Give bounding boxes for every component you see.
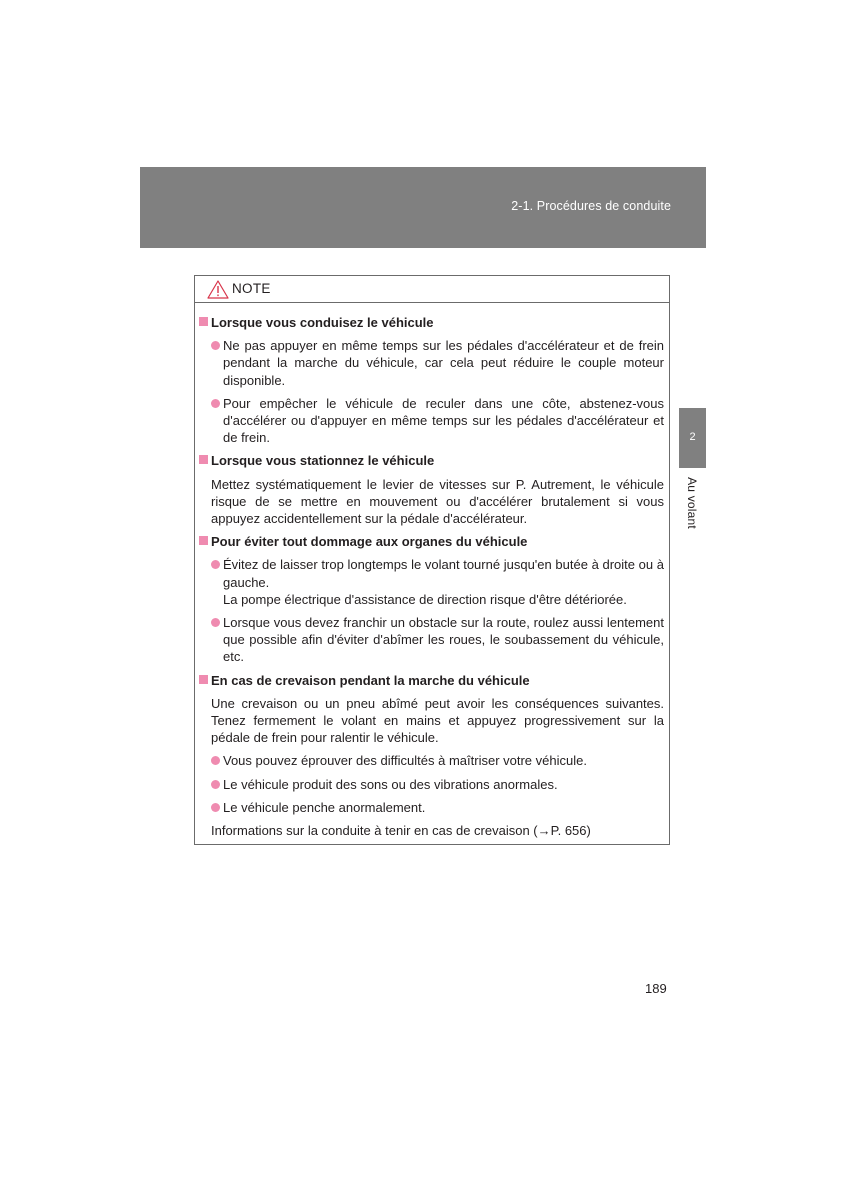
note-title: NOTE xyxy=(232,281,271,296)
paragraph: Une crevaison ou un pneu abîmé peut avoir les conséquences suivantes. Tenez fermement le volant en mains et appuyez progressivement sur la pédale de frein pour ralentir le véhicule. xyxy=(211,695,664,746)
list-item-text: Le véhicule produit des sons ou des vibrations anormales. xyxy=(223,776,558,792)
page-reference: Informations sur la conduite à tenir en cas de crevaison (→P. 656) xyxy=(211,823,591,839)
chapter-number: 2 xyxy=(689,431,696,443)
warning-triangle-icon xyxy=(207,280,229,299)
dot-bullet-icon xyxy=(211,756,220,765)
list-item xyxy=(211,337,664,389)
list-item-text: Lorsque vous devez franchir un obstacle sur la route, roulez aussi lentement que possible afin d'éviter d'abîmer les roues, le soubassement du véhicule, etc. xyxy=(223,615,664,665)
list-item-text: Évitez de laisser trop longtemps le volant tourné jusqu'en butée à droite ou à gauche. xyxy=(223,557,664,590)
dot-bullet-icon xyxy=(211,341,220,350)
chapter-tab xyxy=(679,408,706,468)
section-heading-text: Pour éviter tout dommage aux organes du véhicule xyxy=(211,534,528,550)
note-box xyxy=(194,275,670,845)
section-heading-text: Lorsque vous conduisez le véhicule xyxy=(211,315,434,330)
dot-bullet-icon xyxy=(211,618,220,627)
square-bullet-icon xyxy=(199,317,208,326)
square-bullet-icon xyxy=(199,675,208,684)
page-number: 189 xyxy=(645,981,667,996)
dot-bullet-icon xyxy=(211,560,220,569)
chapter-label: Au volant xyxy=(685,477,699,529)
dot-bullet-icon xyxy=(211,780,220,789)
list-item-extra: La pompe électrique d'assistance de direction risque d'être détériorée. xyxy=(223,591,627,607)
list-item-text: Le véhicule penche anormalement. xyxy=(223,799,426,815)
paragraph: Mettez systématiquement le levier de vitesses sur P. Autrement, le véhicule risque de se mettre en mouvement ou d'accélérer brutalement si vous appuyez accidentellement sur la pédale d'accélérateur. xyxy=(211,476,664,527)
section-heading-text: En cas de crevaison pendant la marche du véhicule xyxy=(211,672,530,688)
note-body xyxy=(195,314,669,845)
dot-bullet-icon xyxy=(211,803,220,812)
list-item-text: Vous pouvez éprouver des difficultés à maîtriser votre véhicule. xyxy=(223,753,587,769)
list-item xyxy=(211,614,664,666)
list-item xyxy=(211,776,664,793)
list-item xyxy=(211,799,664,816)
section-title: 2-1. Procédures de conduite xyxy=(511,199,671,213)
section-heading xyxy=(195,314,669,331)
list-item-text: Pour empêcher le véhicule de reculer dans une côte, abstenez-vous d'accélérer ou d'appuyer en même temps sur les pédales d'accélérateur et de frein. xyxy=(223,395,664,446)
section-heading-text: Lorsque vous stationnez le véhicule xyxy=(211,453,435,469)
section-heading xyxy=(195,672,669,689)
section-heading xyxy=(195,533,669,550)
dot-bullet-icon xyxy=(211,399,220,408)
square-bullet-icon xyxy=(199,455,208,464)
list-item xyxy=(211,556,664,608)
header-band xyxy=(140,167,706,248)
list-item-text: Ne pas appuyer en même temps sur les pédales d'accélérateur et de frein pendant la marche du véhicule, car cela peut réduire le couple moteur disponible. xyxy=(223,338,664,388)
section-heading xyxy=(195,452,669,469)
list-item xyxy=(211,395,664,447)
list-item xyxy=(211,752,664,769)
note-header xyxy=(195,276,669,303)
square-bullet-icon xyxy=(199,536,208,545)
